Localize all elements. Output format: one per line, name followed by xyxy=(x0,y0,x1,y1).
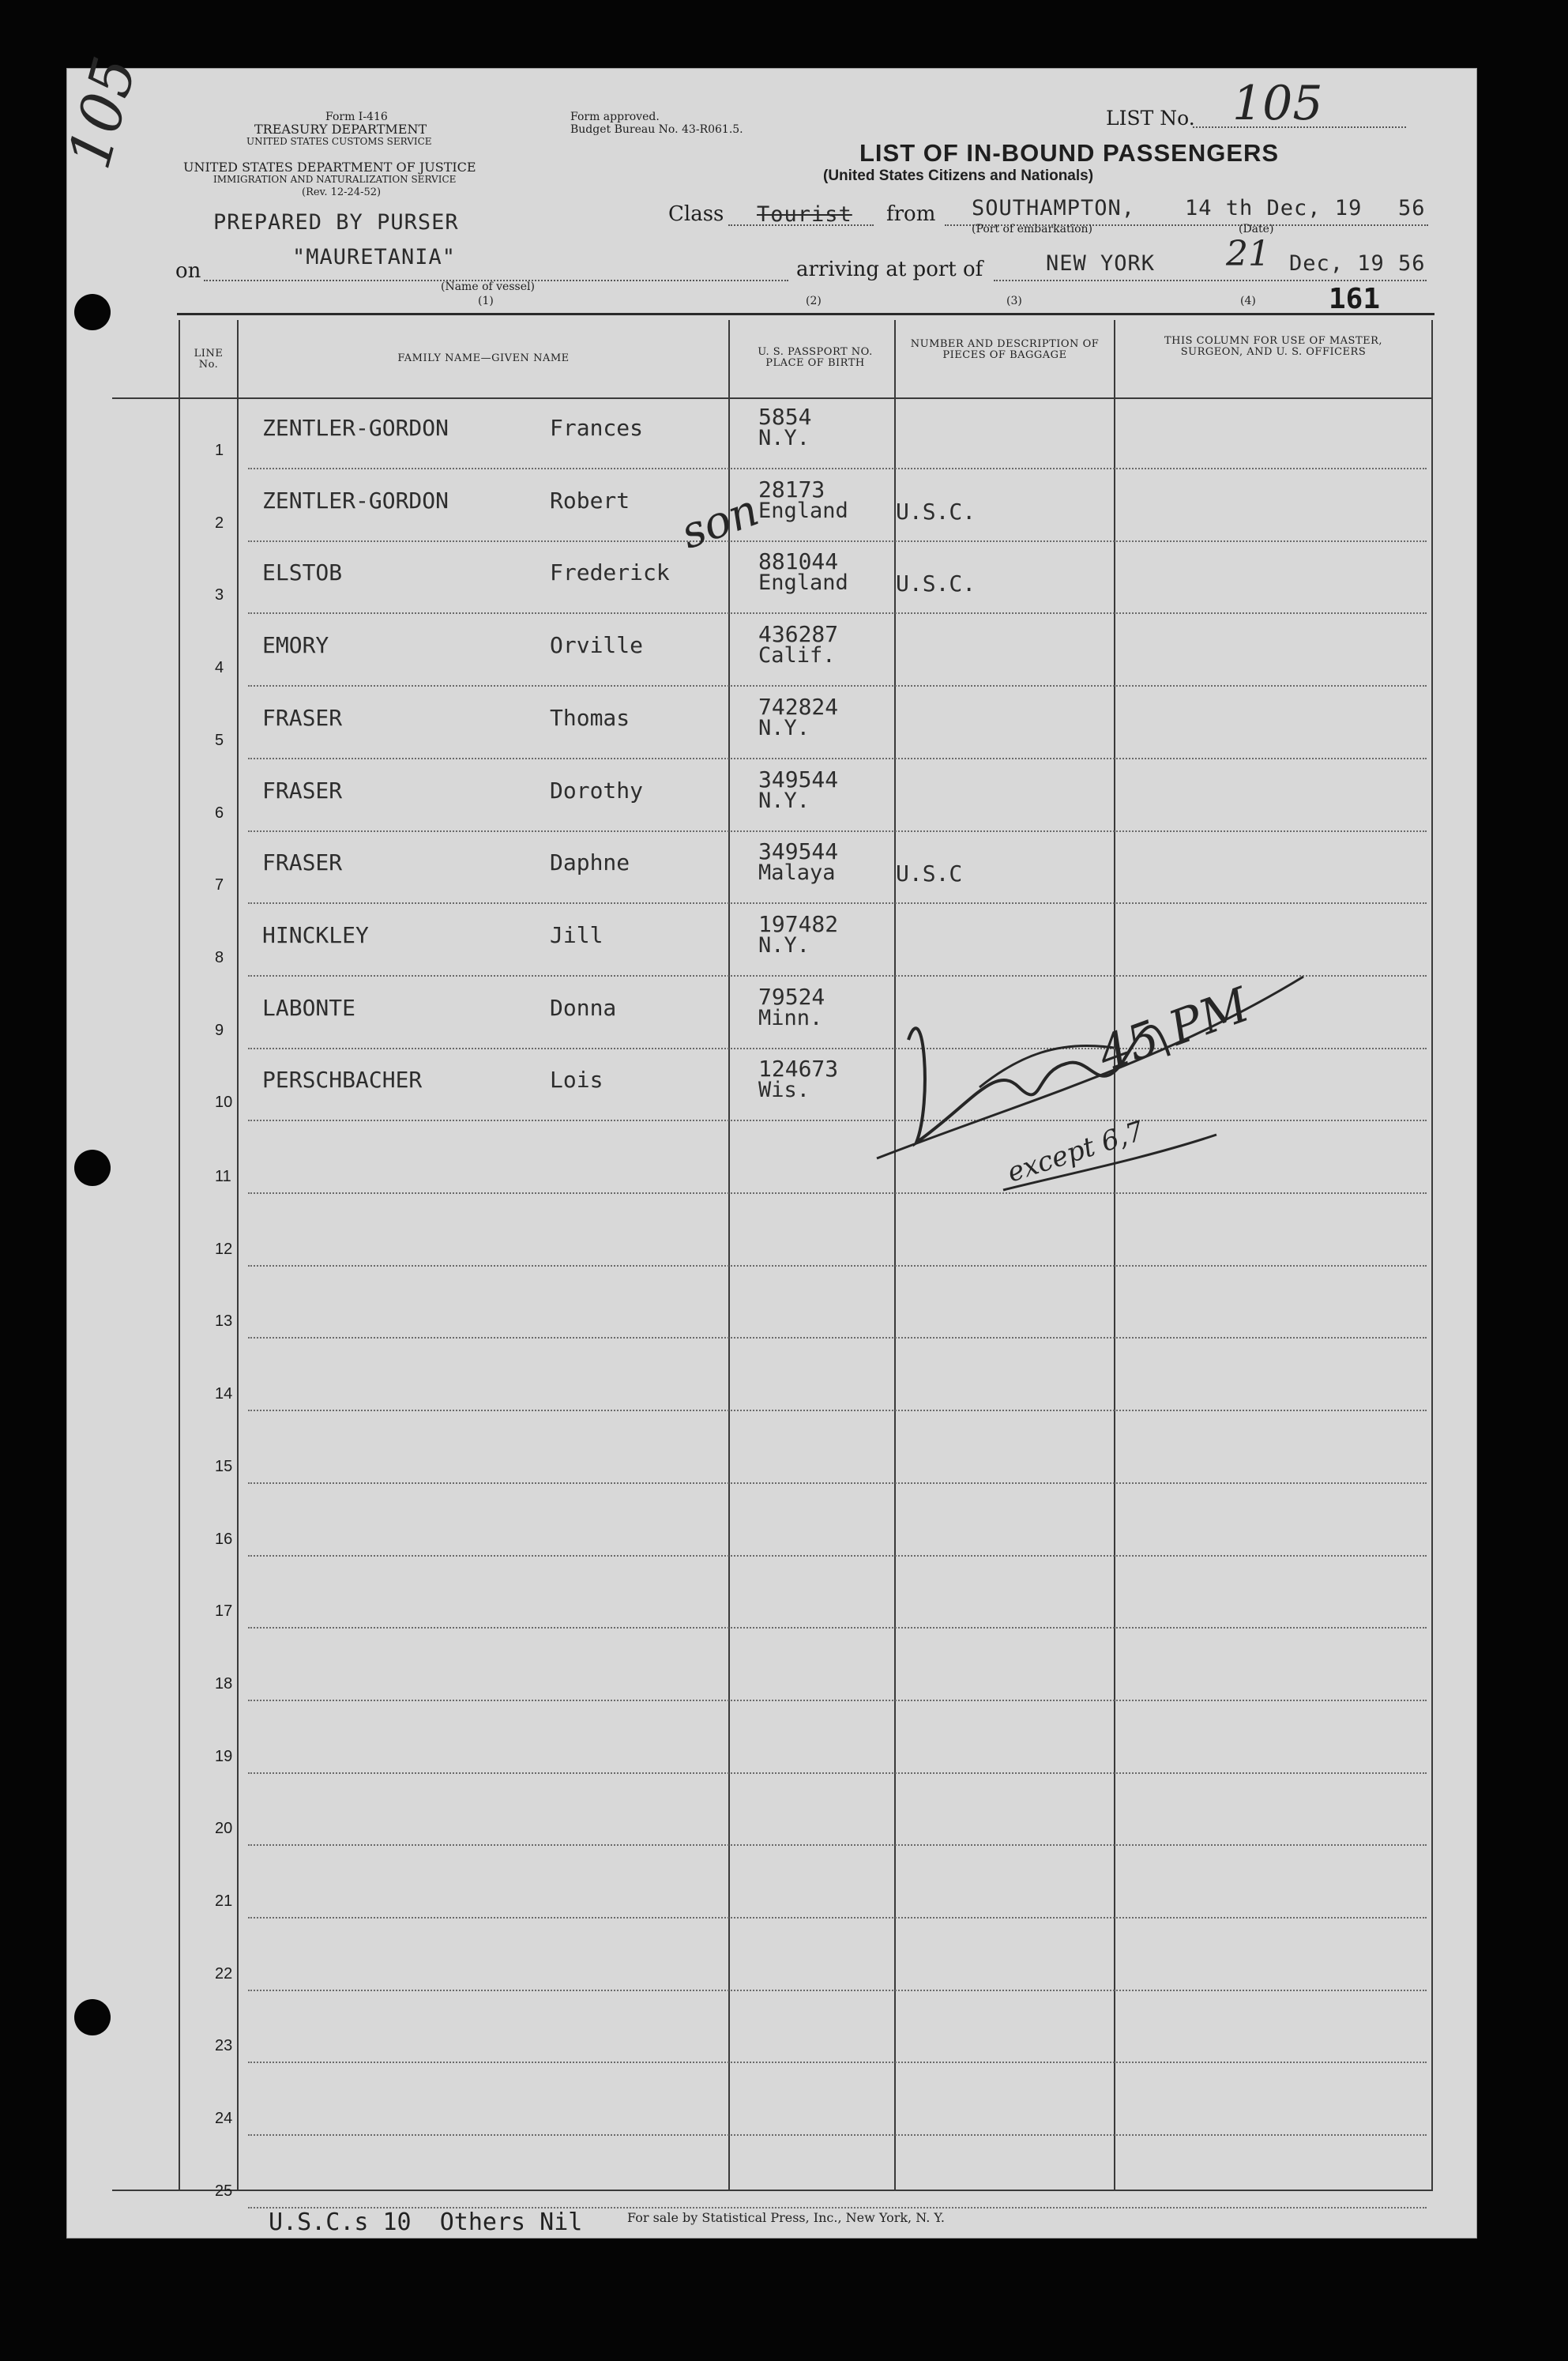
family-name: ELSTOB xyxy=(262,559,343,586)
place-of-birth: N.Y. xyxy=(758,932,810,958)
ins-service: IMMIGRATION AND NATURALIZATION SERVICE xyxy=(213,174,457,185)
table-row xyxy=(112,1557,1433,1629)
vessel-caption: (Name of vessel) xyxy=(441,281,535,293)
given-name: Frances xyxy=(550,415,644,441)
col-num-4: (4) xyxy=(1240,295,1256,307)
passport-number: 436287 xyxy=(758,621,839,648)
class-value: Tourist xyxy=(757,202,852,227)
row-rule xyxy=(248,830,1427,832)
given-name: Frederick xyxy=(550,559,670,586)
table-row xyxy=(112,760,1433,832)
table-row xyxy=(112,1991,1433,2063)
date-caption: (Date) xyxy=(1239,223,1274,235)
family-name: PERSCHBACHER xyxy=(262,1067,423,1094)
svg-text:except 6,7: except 6,7 xyxy=(1003,1115,1148,1189)
passport-number: 28173 xyxy=(758,476,825,503)
passport-number: 349544 xyxy=(758,766,839,793)
table-row xyxy=(112,1629,1433,1701)
table-row xyxy=(112,1412,1433,1484)
row-rule xyxy=(248,902,1427,904)
given-name: Thomas xyxy=(550,704,630,731)
family-name: HINCKLEY xyxy=(262,921,369,948)
line-number: 3 xyxy=(215,586,224,604)
table-row xyxy=(112,687,1433,759)
place-of-birth: Minn. xyxy=(758,1005,823,1030)
line-number: 20 xyxy=(215,1820,233,1838)
vessel-name: "MAURETANIA" xyxy=(292,245,457,269)
row-rule xyxy=(248,540,1427,542)
line-number: 22 xyxy=(215,1964,233,1983)
line-number: 10 xyxy=(215,1094,233,1112)
line-number: 4 xyxy=(215,659,224,677)
line-number: 2 xyxy=(215,514,224,532)
row-rule xyxy=(248,1627,1427,1629)
annotation-son: son xyxy=(674,484,765,559)
punch-hole-bottom xyxy=(74,1999,111,2035)
row-rule xyxy=(248,2062,1427,2063)
header-rule xyxy=(177,313,1435,315)
port-of-embarkation: SOUTHAMPTON, xyxy=(972,196,1136,220)
passport-number: 124673 xyxy=(758,1056,839,1083)
table-row xyxy=(112,397,1433,469)
col-num-2: (2) xyxy=(806,295,822,307)
row-rule xyxy=(248,468,1427,469)
budget-bureau: Budget Bureau No. 43-R061.5. xyxy=(570,123,743,136)
table-row xyxy=(112,1339,1433,1411)
given-name: Robert xyxy=(550,487,630,514)
family-name: FRASER xyxy=(262,777,343,804)
place-of-birth: Calif. xyxy=(758,643,836,668)
line-number: 19 xyxy=(215,1747,233,1765)
row-rule xyxy=(248,685,1427,687)
line-number: 18 xyxy=(215,1674,233,1693)
col-header-officers: THIS COLUMN FOR USE OF MASTER, SURGEON, AND U. S. OFFICERS xyxy=(1164,335,1383,358)
footer-summary: U.S.C.s 10 Others Nil xyxy=(269,2208,583,2236)
justice-dept: UNITED STATES DEPARTMENT OF JUSTICE xyxy=(183,160,476,175)
page-number: 161 xyxy=(1329,283,1381,315)
row-rule xyxy=(248,1337,1427,1339)
customs-service: UNITED STATES CUSTOMS SERVICE xyxy=(246,136,432,147)
given-name: Orville xyxy=(550,632,644,659)
given-name: Daphne xyxy=(550,849,630,876)
svg-text:45 PM: 45 PM xyxy=(1091,977,1257,1083)
given-name: Jill xyxy=(550,921,604,948)
treasury-dept: TREASURY DEPARTMENT xyxy=(254,122,427,137)
place-of-birth: Malaya xyxy=(758,860,836,886)
passport-number: 197482 xyxy=(758,910,839,937)
row-rule xyxy=(248,1555,1427,1557)
embarkation-year: 56 xyxy=(1398,196,1426,220)
table-row xyxy=(112,1485,1433,1557)
arrival-year: 56 xyxy=(1398,251,1426,276)
citizenship-note: U.S.C xyxy=(896,860,963,887)
margin-list-number: 105 xyxy=(55,50,150,176)
arrival-port: NEW YORK xyxy=(1046,251,1156,276)
passport-number: 79524 xyxy=(758,983,825,1010)
family-name: EMORY xyxy=(262,632,329,659)
revision-date: (Rev. 12-24-52) xyxy=(302,186,382,198)
table-row xyxy=(112,2137,1433,2208)
on-label: on xyxy=(175,259,201,283)
line-number: 1 xyxy=(215,442,224,459)
from-label: from xyxy=(886,202,936,226)
place-of-birth: N.Y. xyxy=(758,715,810,740)
table-row xyxy=(112,615,1433,687)
passport-number: 349544 xyxy=(758,838,839,865)
page-title: LIST OF IN-BOUND PASSENGERS xyxy=(859,139,1280,167)
footer-press: For sale by Statistical Press, Inc., New York, N. Y. xyxy=(627,2210,945,2225)
col-header-name: FAMILY NAME—GIVEN NAME xyxy=(397,352,570,364)
signature-stamp xyxy=(861,945,1335,1229)
form-number: Form I-416 xyxy=(325,111,388,123)
table-row xyxy=(112,1774,1433,1846)
line-number: 11 xyxy=(215,1168,231,1185)
table-row xyxy=(112,2064,1433,2136)
given-name: Dorothy xyxy=(550,777,644,804)
col-num-1: (1) xyxy=(478,295,494,307)
embarkation-date: 14 th Dec, 19 xyxy=(1185,196,1363,220)
family-name: ZENTLER-GORDON xyxy=(262,487,449,514)
col-header-passport: U. S. PASSPORT NO. PLACE OF BIRTH xyxy=(758,346,873,369)
row-rule xyxy=(248,612,1427,614)
line-number: 13 xyxy=(215,1312,233,1331)
citizenship-note: U.S.C. xyxy=(896,498,976,525)
table-row xyxy=(112,1702,1433,1774)
list-no-label: LIST No. xyxy=(1106,107,1195,130)
list-no-value: 105 xyxy=(1232,76,1323,131)
row-rule xyxy=(248,1917,1427,1919)
family-name: ZENTLER-GORDON xyxy=(262,415,449,441)
arrival-line xyxy=(994,280,1427,281)
col-header-line: LINE No. xyxy=(194,348,224,371)
row-rule xyxy=(248,1844,1427,1846)
line-number: 24 xyxy=(215,2110,233,2128)
passport-number: 742824 xyxy=(758,693,839,720)
table-row xyxy=(112,1267,1433,1339)
row-rule xyxy=(248,1482,1427,1484)
col-num-3: (3) xyxy=(1006,295,1022,307)
place-of-birth: England xyxy=(758,498,848,523)
place-of-birth: N.Y. xyxy=(758,426,810,450)
table-row xyxy=(112,832,1433,904)
line-number: 15 xyxy=(215,1457,233,1475)
place-of-birth: Wis. xyxy=(758,1078,810,1103)
class-label: Class xyxy=(668,202,724,226)
family-name: LABONTE xyxy=(262,994,356,1021)
family-name: FRASER xyxy=(262,849,343,876)
family-name: FRASER xyxy=(262,704,343,731)
line-number: 21 xyxy=(215,1892,233,1910)
line-number: 14 xyxy=(215,1385,233,1403)
line-number: 16 xyxy=(215,1530,233,1548)
line-number: 12 xyxy=(215,1240,233,1258)
place-of-birth: England xyxy=(758,570,848,596)
row-rule xyxy=(248,1410,1427,1411)
form-approved: Form approved. xyxy=(570,111,660,123)
line-number: 17 xyxy=(215,1602,233,1621)
arrival-date: Dec, 19 xyxy=(1289,251,1385,276)
passport-number: 881044 xyxy=(758,548,839,575)
row-rule xyxy=(248,1772,1427,1774)
citizenship-note: U.S.C. xyxy=(896,570,976,597)
line-number: 9 xyxy=(215,1021,224,1039)
arriving-label: arriving at port of xyxy=(796,258,983,281)
place-of-birth: N.Y. xyxy=(758,788,810,813)
port-embark-caption: (Port of embarkation) xyxy=(972,223,1092,235)
passport-number: 5854 xyxy=(758,404,812,430)
line-number: 25 xyxy=(215,2182,233,2200)
line-number: 7 xyxy=(215,876,224,894)
arrival-day: 21 xyxy=(1226,234,1270,274)
table-row xyxy=(112,470,1433,542)
row-rule xyxy=(248,1700,1427,1701)
page-subtitle: (United States Citizens and Nationals) xyxy=(823,168,1094,184)
table-row xyxy=(112,1919,1433,1991)
punch-hole-top xyxy=(74,294,111,330)
row-rule xyxy=(248,1990,1427,1991)
row-rule xyxy=(248,1265,1427,1267)
table-row xyxy=(112,1847,1433,1919)
line-number: 6 xyxy=(215,804,224,822)
table-row xyxy=(112,542,1433,614)
prepared-by: PREPARED BY PURSER xyxy=(213,210,459,235)
passenger-table xyxy=(112,320,1433,2200)
given-name: Donna xyxy=(550,994,617,1021)
row-rule xyxy=(248,758,1427,759)
given-name: Lois xyxy=(550,1067,604,1094)
punch-hole-middle xyxy=(74,1150,111,1186)
line-number: 5 xyxy=(215,731,224,749)
col-header-baggage: NUMBER AND DESCRIPTION OF PIECES OF BAGGAGE xyxy=(910,338,1100,361)
row-rule xyxy=(248,2134,1427,2136)
line-number: 23 xyxy=(215,2037,233,2055)
line-number: 8 xyxy=(215,948,224,966)
